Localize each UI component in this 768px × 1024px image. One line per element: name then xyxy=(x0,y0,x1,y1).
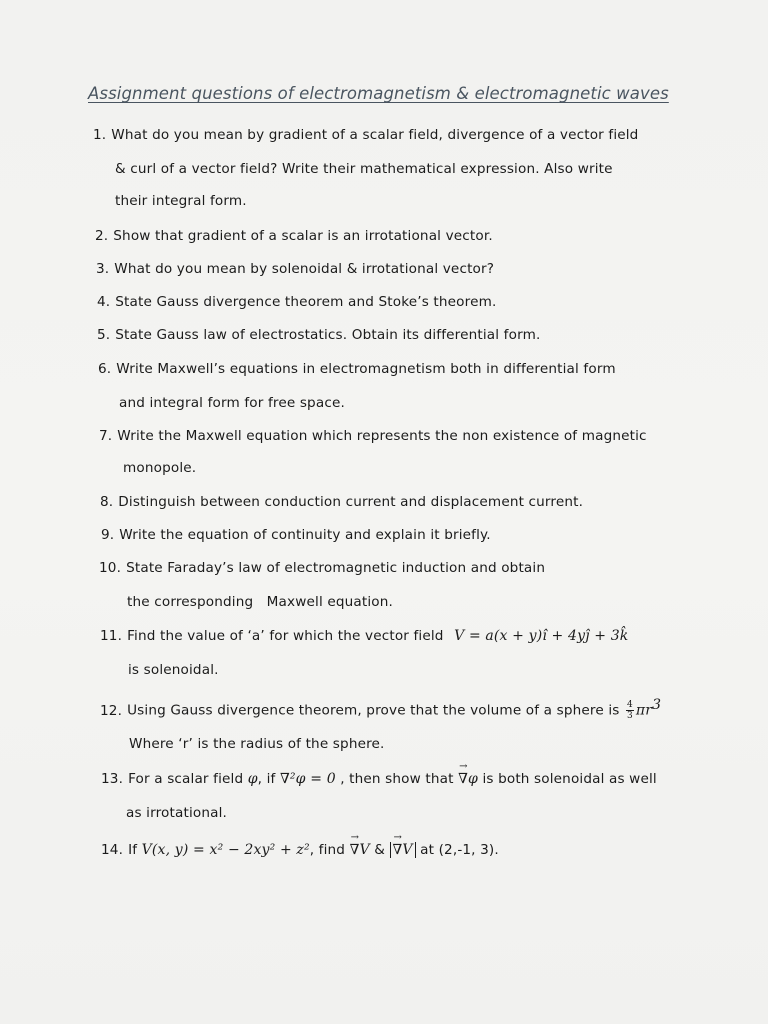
question-number: 12. xyxy=(100,702,123,719)
question-text: , then show that xyxy=(340,771,454,787)
question-text: Distinguish between conduction current and displacement current. xyxy=(118,494,584,510)
question-text: is both solenoidal as well xyxy=(482,771,657,787)
question-12-line-2: Where ‘r’ is the radius of the sphere. xyxy=(129,736,385,752)
laplace-equation: ∇²φ = 0 xyxy=(279,771,336,787)
ampersand: & xyxy=(374,842,386,858)
question-13-line-2: as irrotational. xyxy=(126,805,227,821)
question-text: Write the Maxwell equation which represents the non existence of magnetic xyxy=(117,428,647,444)
potential-function: V(x, y) = x² − 2xy² + z² xyxy=(141,842,310,858)
question-number: 2. xyxy=(95,228,109,244)
question-number: 11. xyxy=(100,628,123,644)
question-number: 5. xyxy=(97,327,111,343)
question-1-line-3: their integral form. xyxy=(115,193,247,209)
question-number: 7. xyxy=(99,428,113,444)
gradient-magnitude xyxy=(390,842,416,858)
question-10-line-2: the corresponding Maxwell equation. xyxy=(127,594,393,610)
question-text: , if xyxy=(257,771,276,787)
question-text: Write the equation of continuity and explain it briefly. xyxy=(119,527,491,543)
question-6 xyxy=(98,361,616,377)
gradient-phi: → ∇φ xyxy=(458,771,478,787)
fraction-denominator: 3 xyxy=(627,711,633,722)
volume-formula: πr xyxy=(635,702,653,719)
question-7-line-2: monopole. xyxy=(123,460,197,476)
question-text: State Gauss law of electrostatics. Obtain its differential form. xyxy=(115,327,541,343)
question-number: 4. xyxy=(97,294,111,310)
question-text: , find xyxy=(309,842,346,858)
question-text: What do you mean by gradient of a scalar field, divergence of a vector field xyxy=(111,127,639,143)
question-number: 8. xyxy=(100,494,114,510)
question-3 xyxy=(96,261,494,277)
question-11-line-2: is solenoidal. xyxy=(128,662,219,678)
fraction xyxy=(626,700,634,721)
question-1 xyxy=(93,127,638,143)
question-number: 13. xyxy=(101,771,124,787)
question-text: Write Maxwell’s equations in electromagnetism both in differential form xyxy=(116,361,616,377)
page-title: Assignment questions of electromagnetism & electromagnetic waves xyxy=(88,84,669,103)
question-text: at (2,-1, 3). xyxy=(420,842,499,858)
question-number: 6. xyxy=(98,361,112,377)
question-4 xyxy=(97,294,496,310)
question-number: 1. xyxy=(93,127,107,143)
exponent: 3 xyxy=(652,697,662,713)
fraction-numerator: 4 xyxy=(627,700,633,711)
question-2 xyxy=(95,228,493,244)
question-1-line-2: & curl of a vector field? Write their mathematical expression. Also write xyxy=(115,161,613,177)
phi-symbol: φ xyxy=(247,771,258,787)
question-11 xyxy=(100,628,628,644)
question-text: Show that gradient of a scalar is an irrotational vector. xyxy=(113,228,493,244)
question-12 xyxy=(100,697,661,721)
question-number: 9. xyxy=(101,527,115,543)
question-text: Using Gauss divergence theorem, prove that the volume of a sphere is xyxy=(127,702,620,719)
question-6-line-2: and integral form for free space. xyxy=(119,395,345,411)
question-10 xyxy=(99,560,545,576)
question-text: Find the value of ‘a’ for which the vector field xyxy=(127,628,444,644)
question-5 xyxy=(97,327,540,343)
question-14 xyxy=(101,842,499,858)
question-text: State Faraday’s law of electromagnetic induction and obtain xyxy=(126,560,546,576)
question-text: For a scalar field xyxy=(128,771,244,787)
question-text: State Gauss divergence theorem and Stoke’s theorem. xyxy=(115,294,497,310)
question-text: What do you mean by solenoidal & irrotational vector? xyxy=(114,261,495,277)
question-number: 3. xyxy=(96,261,110,277)
question-number: 10. xyxy=(99,560,122,576)
vector-field-equation: V = a(x + y)î + 4yĵ + 3k̂ xyxy=(454,628,629,644)
question-8 xyxy=(100,494,583,510)
gradient-v: → ∇V xyxy=(350,842,370,858)
question-7 xyxy=(99,428,647,444)
gradient-v-abs: → ∇V xyxy=(393,842,413,858)
question-number: 14. xyxy=(101,842,124,858)
question-text: If xyxy=(128,842,138,858)
question-9 xyxy=(101,527,491,543)
question-13 xyxy=(101,771,657,787)
